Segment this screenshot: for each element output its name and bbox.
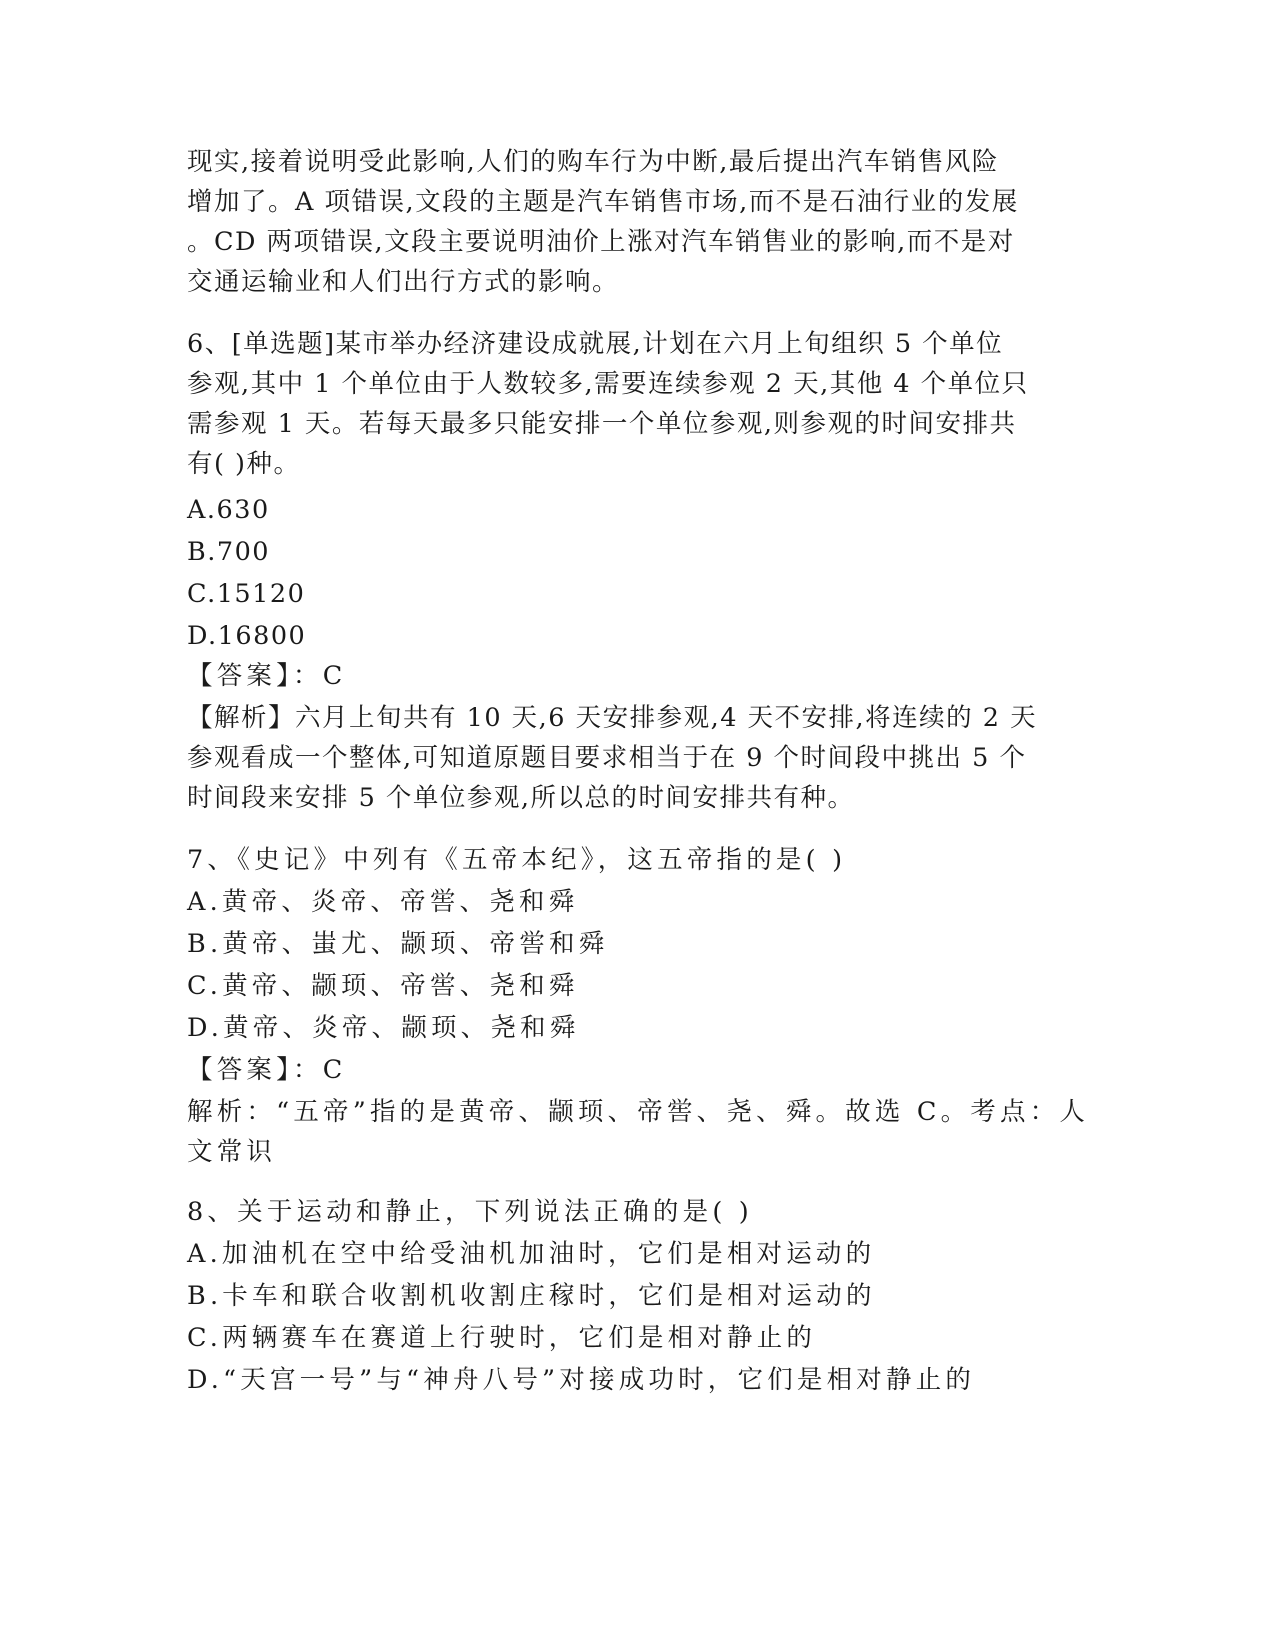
answer-line: 【答案】：C xyxy=(187,661,347,691)
analysis-line: 参观看成一个整体,可知道原题目要求相当于在 9 个时间段中挑出 5 个 xyxy=(187,743,1027,773)
option-b: B.卡车和联合收割机收割庄稼时，它们是相对运动的 xyxy=(187,1281,876,1311)
intro-line: 增加了。A 项错误,文段的主题是汽车销售市场,而不是石油行业的发展 xyxy=(187,187,1019,217)
intro-line: 交通运输业和人们出行方式的影响。 xyxy=(187,267,620,297)
option-a: A.630 xyxy=(187,495,270,525)
option-d: D.16800 xyxy=(187,621,307,651)
analysis-line: 文常识 xyxy=(187,1137,277,1167)
question-stem-line: 有( )种。 xyxy=(187,449,301,479)
question-stem: 8、关于运动和静止，下列说法正确的是( ) xyxy=(187,1197,753,1227)
question-stem-line: 6、[单选题]某市举办经济建设成就展,计划在六月上旬组织 5 个单位 xyxy=(187,329,1004,359)
intro-line: 。CD 两项错误,文段主要说明油价上涨对汽车销售业的影响,而不是对 xyxy=(187,227,1015,257)
analysis-line: 时间段来安排 5 个单位参观,所以总的时间安排共有种。 xyxy=(187,783,855,813)
question-stem-line: 需参观 1 天。若每天最多只能安排一个单位参观,则参观的时间安排共 xyxy=(187,409,1017,439)
analysis-line: 解析：“五帝”指的是黄帝、颛顼、帝喾、尧、舜。故选 C。考点：人 xyxy=(187,1097,1090,1127)
option-d: D.黄帝、炎帝、颛顼、尧和舜 xyxy=(187,1013,580,1043)
option-c: C.15120 xyxy=(187,579,306,609)
option-c: C.黄帝、颛顼、帝喾、尧和舜 xyxy=(187,971,579,1001)
question-stem: 7、《史记》中列有《五帝本纪》，这五帝指的是( ) xyxy=(187,845,847,875)
question-stem-line: 参观,其中 1 个单位由于人数较多,需要连续参观 2 天,其他 4 个单位只 xyxy=(187,369,1029,399)
intro-line: 现实,接着说明受此影响,人们的购车行为中断,最后提出汽车销售风险 xyxy=(187,147,999,177)
answer-line: 【答案】：C xyxy=(187,1055,347,1085)
option-a: A.加油机在空中给受油机加油时，它们是相对运动的 xyxy=(187,1239,876,1269)
option-a: A.黄帝、炎帝、帝喾、尧和舜 xyxy=(187,887,579,917)
option-c: C.两辆赛车在赛道上行驶时，它们是相对静止的 xyxy=(187,1323,817,1353)
option-d: D.“天宫一号”与“神舟八号”对接成功时，它们是相对静止的 xyxy=(187,1365,976,1395)
option-b: B.黄帝、蚩尤、颛顼、帝喾和舜 xyxy=(187,929,609,959)
option-b: B.700 xyxy=(187,537,271,567)
analysis-line: 【解析】六月上旬共有 10 天,6 天安排参观,4 天不安排,将连续的 2 天 xyxy=(187,703,1038,733)
